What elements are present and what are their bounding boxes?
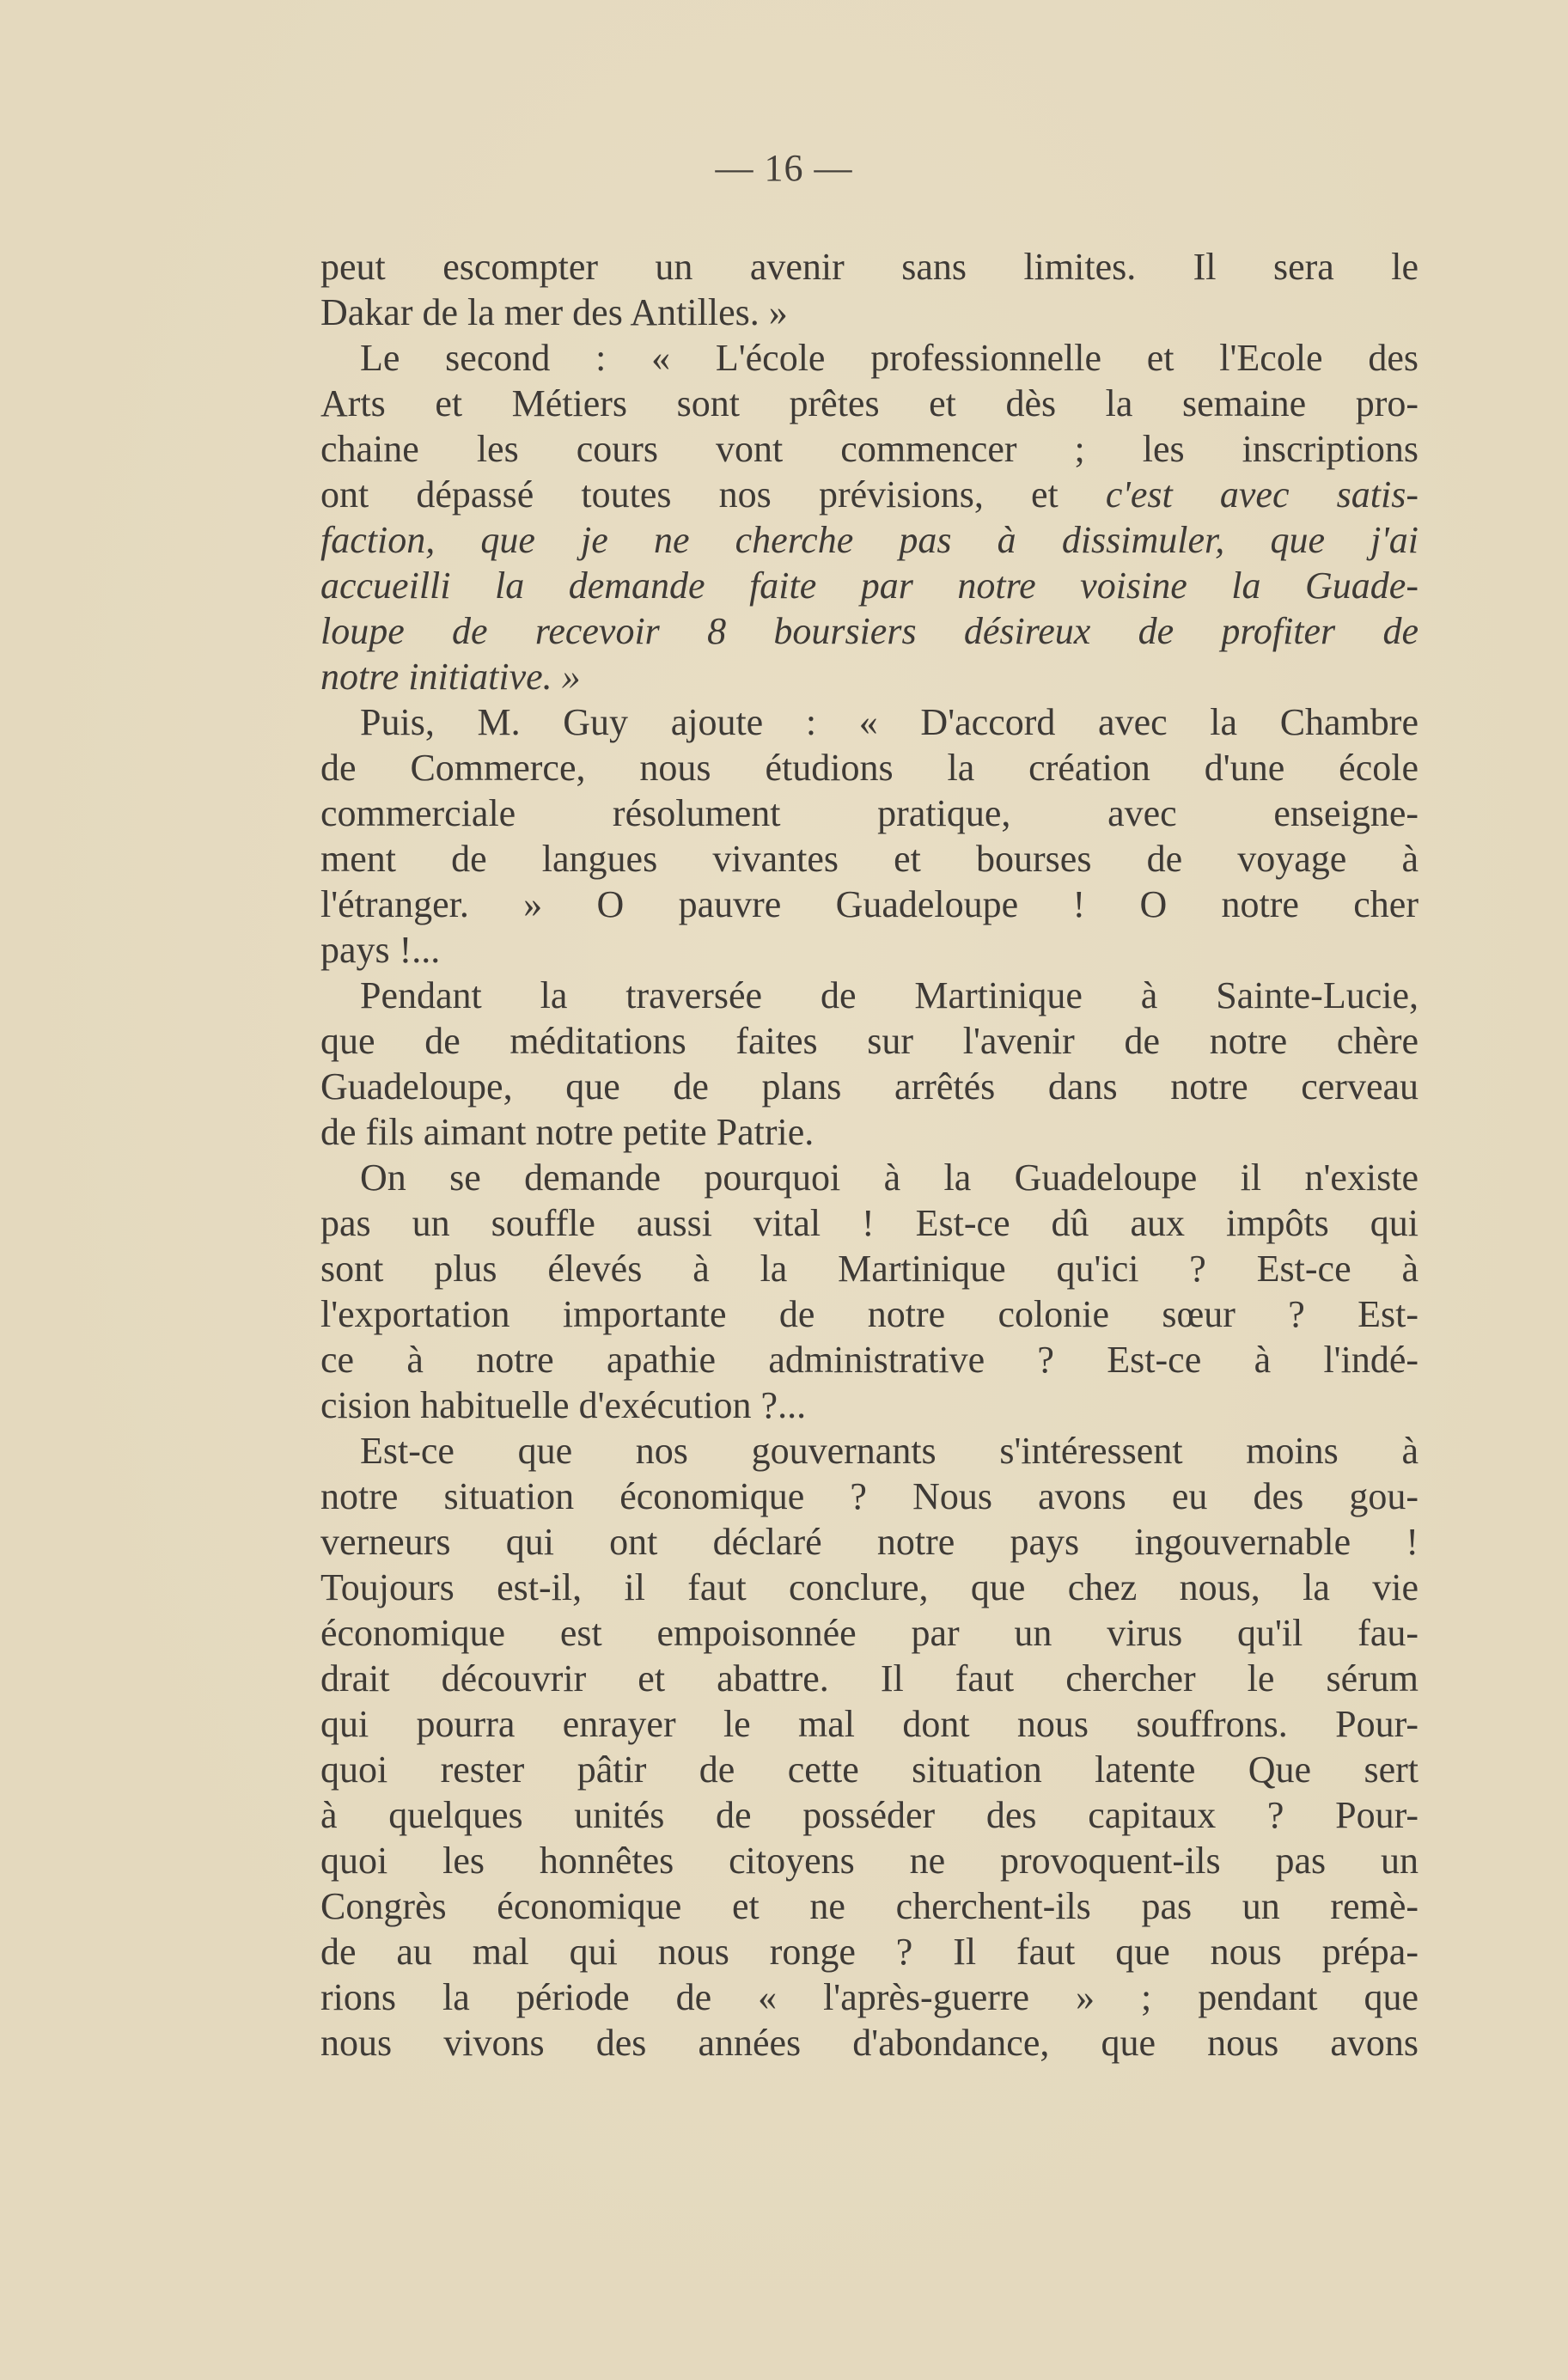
text-line: Le second : « L'école professionnelle et l'Ecole des [360, 337, 1419, 379]
text-line: quoi les honnêtes citoyens ne provoquent-ils pas un [320, 1840, 1419, 1882]
text-line: Guadeloupe, que de plans arrêtés dans notre cerveau [320, 1065, 1419, 1108]
text-line: économique est empoisonnée par un virus qu'il fau- [320, 1612, 1419, 1654]
text-line: notre initiative. » [320, 656, 581, 698]
text-line: l'exportation importante de notre colonie sœur ? Est- [320, 1293, 1419, 1335]
text-line: loupe de recevoir 8 boursiers désireux de profiter de [320, 610, 1419, 652]
text-line: à quelques unités de posséder des capitaux ? Pour- [320, 1794, 1419, 1836]
text-line: commerciale résolument pratique, avec enseigne- [320, 792, 1419, 834]
text-line: Toujours est-il, il faut conclure, que chez nous, la vie [320, 1566, 1419, 1608]
text-line: Dakar de la mer des Antilles. » [320, 291, 788, 333]
text-line [320, 472, 1419, 517]
text-line: nous vivons des années d'abondance, que nous avons [320, 2022, 1419, 2064]
page-number: — 16 — [715, 147, 853, 189]
text-line: cision habituelle d'exécution ?... [320, 1384, 807, 1426]
text-line: l'étranger. » O pauvre Guadeloupe ! O notre cher [320, 883, 1419, 925]
text-line: verneurs qui ont déclaré notre pays ingouvernable ! [320, 1521, 1419, 1563]
text-line: On se demande pourquoi à la Guadeloupe il n'existe [360, 1156, 1419, 1199]
text-line: drait découvrir et abattre. Il faut chercher le sérum [320, 1657, 1419, 1700]
text-line: que de méditations faites sur l'avenir de notre chère [320, 1020, 1419, 1062]
body-text [320, 244, 1419, 2066]
text-line: pas un souffle aussi vital ! Est-ce dû aux impôts qui [320, 1202, 1419, 1244]
text-line: quoi rester pâtir de cette situation latente Que sert [320, 1748, 1419, 1791]
text-line: Arts et Métiers sont prêtes et dès la semaine pro- [320, 382, 1419, 424]
text-line: chaine les cours vont commencer ; les inscriptions [320, 428, 1419, 470]
text-line: notre situation économique ? Nous avons eu des gou- [320, 1475, 1419, 1517]
text-line: ment de langues vivantes et bourses de voyage à [320, 838, 1419, 880]
text-line: ce à notre apathie administrative ? Est-ce à l'indé- [320, 1339, 1419, 1381]
text-line: pays !... [320, 929, 441, 971]
text-line-italic: c'est avec satis- [1105, 473, 1419, 516]
text-line-roman: ont dépassé toutes nos prévisions, et [320, 473, 1059, 516]
text-line: de fils aimant notre petite Patrie. [320, 1111, 815, 1153]
text-line: rions la période de « l'après-guerre » ; pendant que [320, 1976, 1419, 2018]
text-line: de au mal qui nous ronge ? Il faut que nous prépa- [320, 1931, 1419, 1973]
text-line: Pendant la traversée de Martinique à Sainte-Lucie, [360, 974, 1419, 1016]
text-line: peut escompter un avenir sans limites. Il sera le [320, 246, 1419, 288]
text-line: qui pourra enrayer le mal dont nous souffrons. Pour- [320, 1703, 1419, 1745]
text-line: Puis, M. Guy ajoute : « D'accord avec la Chambre [360, 701, 1419, 743]
text-line: sont plus élevés à la Martinique qu'ici ? Est-ce à [320, 1248, 1419, 1290]
text-line: faction, que je ne cherche pas à dissimuler, que j'ai [320, 519, 1419, 561]
text-line: accueilli la demande faite par notre voisine la Guade- [320, 564, 1419, 607]
text-line: Est-ce que nos gouvernants s'intéressent moins à [360, 1430, 1419, 1472]
text-line: de Commerce, nous étudions la création d'une école [320, 747, 1419, 789]
text-line: Congrès économique et ne cherchent-ils pas un remè- [320, 1885, 1419, 1927]
